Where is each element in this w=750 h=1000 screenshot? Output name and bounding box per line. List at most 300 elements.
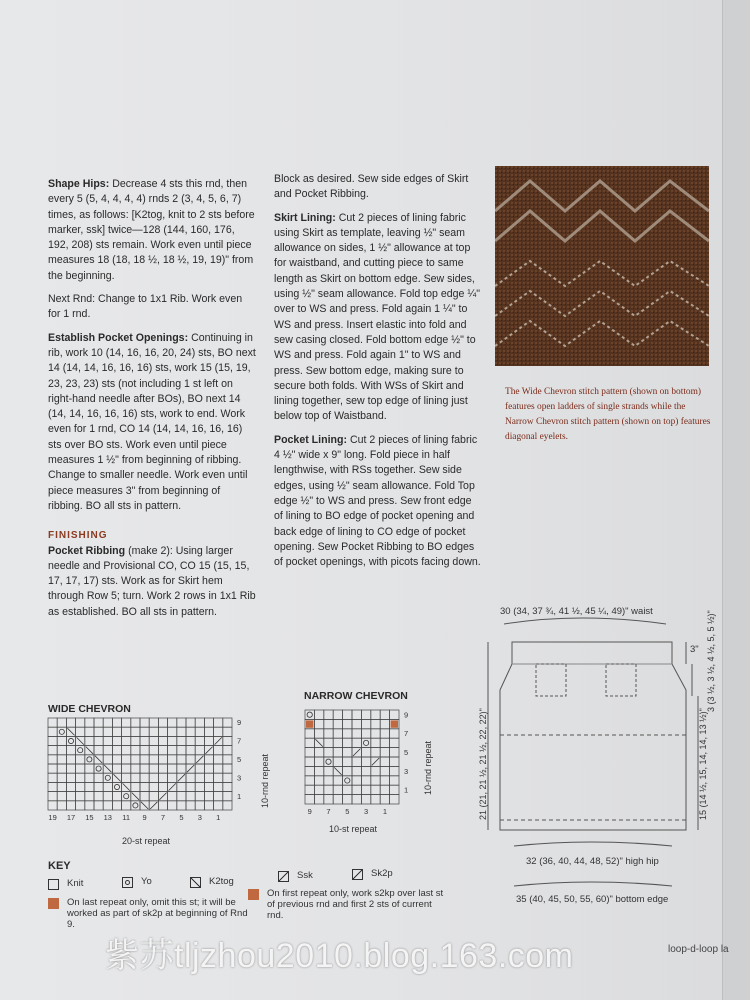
narrow-cell [343,757,352,766]
wide-cell [122,792,131,801]
narrow-cell [333,738,342,747]
skirt-outline [500,642,686,830]
narrow-cell [324,719,333,728]
narrow-cell [324,785,333,794]
narrow-cell [333,748,342,757]
wide-cell [149,736,158,745]
wide-cell [223,718,232,727]
skirt-lining-text: Cut 2 pieces of lining fabric using Skirt as template, leaving ½" seam allowance on sides, 1 ½" allowance at top for waistband, and cutting piece to same length as Skirt on bottom edge. Sew sides, using ½" seam allowance. Fold top edge ¼" over to WS and press. Fold again 1 ¼" to WS and press. Insert elastic into fold and sew casing closed. Fold bottom edge ½" to WS and press. Fold again 1" to WS and press. Sew bottom edge, making sure to secure both folds. With WSs of Skirt and lining together, sew top edge of lining just below top of Waistband. [274,211,480,423]
wide-cell [131,746,140,755]
wide-cell [204,782,213,791]
narrow-cell [314,785,323,794]
wide-cell [48,718,57,727]
narrow-cell [352,757,361,766]
wide-cell [204,718,213,727]
wide-col-label: 15 [85,813,94,822]
wide-cell [112,755,121,764]
narrow-cell [305,729,314,738]
wide-dec-mark [67,728,74,735]
wide-cell [195,801,204,810]
wide-cell [122,755,131,764]
sk2p-symbol-icon [352,869,363,880]
narrow-cell [390,766,399,775]
narrow-cell [343,785,352,794]
wide-row-label: 1 [237,791,242,801]
wide-cell [140,746,149,755]
wide-cell [186,792,195,801]
three-inch-dimension: 3" [690,644,699,655]
narrow-cell [371,738,380,747]
narrow-cell [324,766,333,775]
narrow-cell [361,795,370,804]
wide-cell [186,746,195,755]
wide-col-label: 13 [103,813,112,822]
wide-cell [66,736,75,745]
narrow-cell [371,766,380,775]
narrow-cell [333,729,342,738]
wide-cell [112,782,121,791]
wide-repeat-h: 20-st repeat [121,836,171,846]
wide-yo-mark [68,738,73,743]
wide-cell [214,727,223,736]
wide-cell [158,801,167,810]
key-yo-label: Yo [141,876,152,887]
narrow-cell [314,710,323,719]
narrow-cell [305,766,314,775]
narrow-cell [324,795,333,804]
narrow-cell [305,710,314,719]
wide-cell [131,736,140,745]
narrow-yo-mark [363,740,368,745]
wide-cell [85,782,94,791]
bottom-edge-dimension: 35 (40, 45, 50, 55, 60)" bottom edge [516,894,669,905]
key-last-repeat-label: On last repeat only, omit this st; it will be worked as part of sk2p at beginning of Rnd 9. [67,897,248,930]
narrow-cell [380,776,389,785]
wide-dec-mark [123,783,130,790]
narrow-row-label: 9 [404,710,409,720]
wide-dec-mark [104,765,111,772]
wide-cell [158,746,167,755]
wide-cell [214,792,223,801]
wide-cell [48,736,57,745]
wide-cell [48,782,57,791]
wide-cell [131,782,140,791]
wide-cell [112,746,121,755]
wide-repeat-v: 10-rnd repeat [260,753,270,809]
wide-cell [103,736,112,745]
wide-cell [140,792,149,801]
wide-cell [76,727,85,736]
pocket-lining-title: Pocket Lining: [274,433,347,446]
wide-col-label: 1 [216,813,221,822]
wide-cell [112,718,121,727]
wide-cell [195,773,204,782]
wide-cell [57,736,66,745]
narrow-cell [390,738,399,747]
narrow-cell [352,795,361,804]
wide-col-label: 5 [179,813,184,822]
wide-yo-mark [96,766,101,771]
wide-cell [112,801,121,810]
wide-cell [149,773,158,782]
wide-cell [214,718,223,727]
pocket-ribbing-para [48,544,256,620]
wide-row-label: 3 [237,773,242,783]
wide-cell [204,755,213,764]
wide-cell [122,764,131,773]
wide-cell [103,746,112,755]
photo-caption: The Wide Chevron stitch pattern (shown on bottom) features open ladders of single strands while the Narrow Chevron stitch pattern (shown on top) features diagonal eyelets. [505,387,711,442]
wide-cell [158,727,167,736]
narrow-cell [390,785,399,794]
wide-cell [103,801,112,810]
narrow-cell [324,757,333,766]
wide-cell [94,801,103,810]
key-k2tog-label: K2tog [209,876,234,887]
narrow-cell [380,748,389,757]
narrow-cell [343,766,352,775]
skirt-lining-para [274,211,482,425]
wide-cell [122,727,131,736]
wide-cell [48,764,57,773]
narrow-cell [333,785,342,794]
wide-cell [158,736,167,745]
narrow-cell [305,795,314,804]
wide-cell [85,755,94,764]
narrow-cell [324,738,333,747]
wide-cell [204,736,213,745]
narrow-cell [352,719,361,728]
wide-row-label: 5 [237,755,242,764]
narrow-cell [361,719,370,728]
narrow-cell [352,776,361,785]
narrow-cell [343,738,352,747]
narrow-cell [390,710,399,719]
wide-cell [131,718,140,727]
wide-cell [195,782,204,791]
wide-cell [149,755,158,764]
watermark: 紫苏tljzhou2010.blog.163.com [105,937,574,975]
wide-cell [195,746,204,755]
narrow-cell [371,710,380,719]
narrow-colored-mark [306,720,313,727]
wide-cell [122,801,131,810]
wide-cell [186,727,195,736]
shape-hips-para [48,177,256,284]
wide-cell [85,718,94,727]
wide-cell [103,727,112,736]
wide-cell [57,782,66,791]
narrow-cell [343,729,352,738]
ssk-symbol-icon [278,871,289,882]
narrow-dec-mark [353,749,360,756]
wide-cell [48,801,57,810]
narrow-cell [380,757,389,766]
narrow-cell [333,719,342,728]
wide-cell [66,755,75,764]
wide-cell [76,792,85,801]
wide-cell [140,718,149,727]
narrow-cell [305,757,314,766]
narrow-cell [343,719,352,728]
wide-cell [204,727,213,736]
wide-cell [177,764,186,773]
wide-cell [85,773,94,782]
pocket-ribbing-text: (make 2): Using larger needle and Provisional CO, CO 15 (15, 15, 17, 17, 17) sts. Work as for Skirt hem through Row 5; turn. Work 2 rows in 1x1 Rib as established. BO all sts in pattern. [48,544,256,618]
narrow-cell [352,738,361,747]
narrow-cell [305,748,314,757]
narrow-yo-mark [326,759,331,764]
narrow-cell [314,766,323,775]
wide-cell [66,801,75,810]
wide-cell [186,782,195,791]
wide-cell [85,801,94,810]
finishing-heading: FINISHING [48,530,108,542]
shape-hips-text: Decrease 4 sts this rnd, then every 5 (5, 4, 4, 4, 4) rnds 2 (3, 4, 5, 6, 7) times, as follows: [K2tog, knit to 2 sts before marker, ssk] twice—128 (144, 160, 176, 192, 208) sts remain. Work even until piece measures 18 (18, 18 ½, 18 ½, 19, 19)" from the beginning. [48,178,255,282]
wide-cell [122,718,131,727]
wide-cell [94,718,103,727]
wide-cell [168,718,177,727]
narrow-cell [305,785,314,794]
wide-cell [204,801,213,810]
wide-cell [57,792,66,801]
wide-cell [204,773,213,782]
wide-cell [66,773,75,782]
narrow-cell [371,748,380,757]
narrow-cell [333,757,342,766]
wide-cell [223,736,232,745]
wide-cell [76,773,85,782]
wide-dec-mark [141,802,148,809]
wide-cell [131,727,140,736]
wide-cell [186,755,195,764]
instructions-column-1 [48,177,256,628]
narrow-repeat-h: 10-st repeat [328,824,378,834]
wide-row-label: 7 [237,736,242,746]
narrow-cell [380,719,389,728]
wide-cell [149,782,158,791]
wide-cell [76,718,85,727]
wide-cell [57,764,66,773]
narrow-row-label: 7 [404,729,409,739]
narrow-col-label: 9 [307,807,312,816]
wide-cell [48,755,57,764]
wide-cell [76,801,85,810]
wide-cell [76,764,85,773]
wide-cell [57,746,66,755]
narrow-col-label: 3 [364,807,369,816]
wide-dec-mark [205,747,212,754]
narrow-col-label: 7 [326,807,331,816]
wide-cell [94,782,103,791]
wide-cell [149,764,158,773]
wide-cell [149,746,158,755]
wide-cell [168,736,177,745]
wide-cell [149,727,158,736]
waist-arc [504,618,666,624]
last-repeat-symbol-icon [48,898,59,909]
wide-cell [57,755,66,764]
wide-dec-mark [178,774,185,781]
narrow-cell [305,738,314,747]
wide-cell [168,727,177,736]
wide-cell [94,792,103,801]
wide-cell [195,727,204,736]
key-last-repeat [48,897,258,930]
wide-cell [214,773,223,782]
wide-cell [112,764,121,773]
wide-col-label: 7 [160,813,166,822]
narrow-cell [380,766,389,775]
wide-cell [57,773,66,782]
wide-dec-mark [187,765,194,772]
wide-cell [76,782,85,791]
wide-cell [94,764,103,773]
wide-yo-mark [105,775,110,780]
wide-cell [48,773,57,782]
wide-cell [94,773,103,782]
narrow-cell [314,748,323,757]
wide-cell [177,792,186,801]
wide-cell [168,773,177,782]
wide-cell [214,801,223,810]
pocket-lining-text: Cut 2 pieces of lining fabric 4 ½" wide x 9" long. Fold piece in half lengthwise, with RSs together. Sew side edges, using ½" seam allowance. Fold Top edge ½" to WS and press. Sew front edge of lining to BO edge of pocket opening and back edge of lining to CO edge of pocket opening. Sew Pocket Ribbing to BO edges of pocket openings, with picots facing down. [274,433,481,569]
wide-cell [195,792,204,801]
wide-cell [131,773,140,782]
key-ssk-label: Ssk [297,870,313,881]
page-footer: loop-d-loop la [668,944,729,955]
wide-dec-mark [77,737,84,744]
wide-cell [140,773,149,782]
narrow-cell [361,729,370,738]
narrow-dec-mark [372,758,379,765]
narrow-cell [361,757,370,766]
wide-col-label: 9 [142,813,147,822]
wide-cell [186,773,195,782]
narrow-dec-mark [315,739,322,746]
wide-cell [140,727,149,736]
wide-dec-mark [95,756,102,763]
wide-cell [122,746,131,755]
wide-cell [122,736,131,745]
wide-chart-grid [48,718,241,822]
wide-cell [158,764,167,773]
page-edge [722,0,750,1000]
narrow-cell [390,757,399,766]
wide-cell [149,718,158,727]
wide-cell [140,782,149,791]
pocket-openings-title: Establish Pocket Openings: [48,331,189,344]
wide-row-label: 9 [237,718,242,728]
narrow-yo-mark [345,778,350,783]
wide-dec-mark [150,802,157,809]
wide-cell [186,718,195,727]
narrow-cell [390,729,399,738]
narrow-cell [333,795,342,804]
wide-cell [186,736,195,745]
wide-cell [94,736,103,745]
narrow-cell [361,776,370,785]
wide-cell [177,782,186,791]
narrow-col-label: 1 [382,807,387,816]
narrow-repeat-v: 10-rnd repeat [423,740,433,796]
wide-cell [66,782,75,791]
narrow-cell [361,766,370,775]
wide-cell [214,755,223,764]
narrow-cell [343,795,352,804]
wide-cell [168,755,177,764]
narrow-cell [361,710,370,719]
wide-cell [223,773,232,782]
wide-cell [57,801,66,810]
narrow-cell [380,729,389,738]
narrow-row-label: 1 [404,785,409,795]
wide-cell [214,746,223,755]
key-sk2p [352,868,393,880]
wide-cell [85,792,94,801]
narrow-cell [371,729,380,738]
narrow-cell [314,776,323,785]
wide-cell [57,727,66,736]
wide-cell [122,773,131,782]
hip-length-dimension: 15 (14 ½, 15, 14, 14, 13 ½)" [698,708,708,820]
shape-hips-title: Shape Hips: [48,178,110,190]
wide-cell [85,727,94,736]
wide-col-label: 19 [48,813,57,822]
wide-col-label: 11 [122,813,131,822]
next-rnd-para: Next Rnd: Change to 1x1 Rib. Work even for 1 rnd. [48,293,243,321]
narrow-cell [314,757,323,766]
wide-cell [177,727,186,736]
narrow-cell [390,748,399,757]
key-knit-label: Knit [67,878,84,889]
wide-cell [103,773,112,782]
wide-dec-mark [113,774,120,781]
narrow-cell [371,785,380,794]
wide-cell [158,718,167,727]
key-ssk [278,870,313,882]
wide-cell [223,792,232,801]
high-hip-dimension: 32 (36, 40, 44, 48, 52)" high hip [526,856,659,867]
wide-cell [112,727,121,736]
wide-cell [131,764,140,773]
left-pocket [536,664,566,696]
k2tog-symbol-icon [190,877,201,888]
wide-cell [66,792,75,801]
narrow-cell [390,776,399,785]
wide-cell [177,801,186,810]
wide-cell [57,718,66,727]
narrow-cell [352,710,361,719]
wide-cell [140,755,149,764]
waist-dimension: 30 (34, 37 ¾, 41 ½, 45 ¼, 49)" waist [500,606,653,617]
narrow-cell [380,785,389,794]
wide-dec-mark [169,783,176,790]
narrow-cell [343,748,352,757]
stitch-swatch-photo [495,166,709,366]
wide-cell [195,718,204,727]
wide-chevron-title: WIDE CHEVRON [48,703,131,715]
wide-cell [223,782,232,791]
pocket-ribbing-title: Pocket Ribbing [48,544,126,557]
skirt-lining-title: Skirt Lining: [274,211,336,224]
narrow-col-label: 5 [345,807,350,816]
wide-cell [168,746,177,755]
wide-cell [223,764,232,773]
narrow-cell [361,738,370,747]
narrow-cell [361,785,370,794]
wide-cell [85,736,94,745]
